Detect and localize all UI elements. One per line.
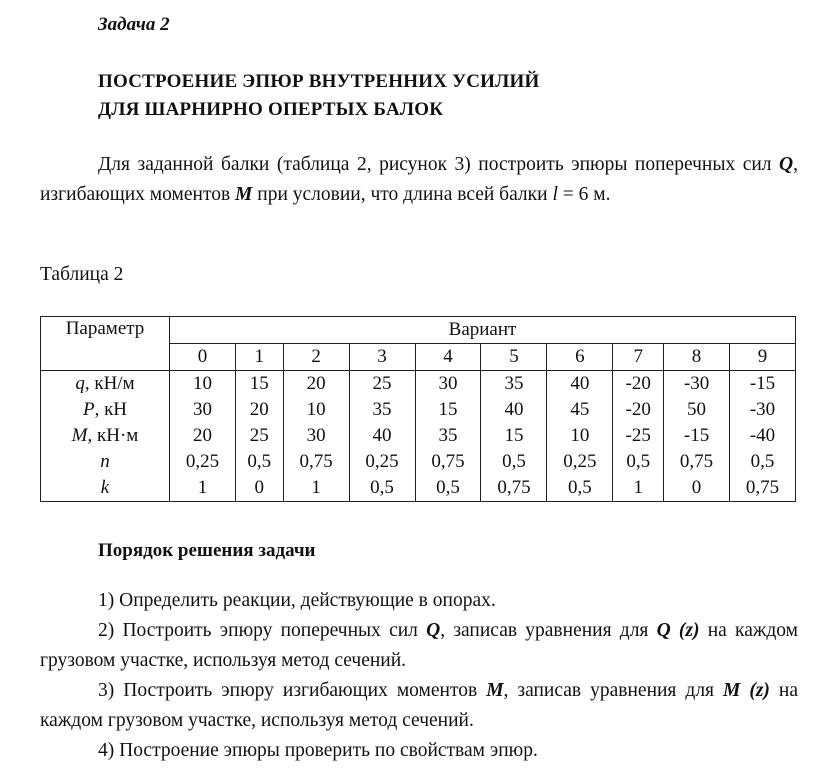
intro-text-2: , изгибающих моментов (40, 154, 798, 205)
table-cell: 25 (349, 371, 415, 398)
step-2-symbol-Qz: Q (z) (656, 620, 700, 641)
step-2 (40, 616, 798, 676)
table-row (41, 397, 796, 423)
symbol-l: l (552, 184, 558, 205)
table-cell: 45 (547, 397, 613, 423)
step-3-symbol-Mz: M (z) (723, 680, 770, 701)
param-column-header: Параметр (41, 317, 170, 371)
steps-list (40, 586, 798, 766)
step-4: 4) Построение эпюры проверить по свойствам эпюр. (98, 740, 538, 761)
row-symbol: M (71, 425, 88, 446)
table-cell: 0,25 (349, 449, 415, 475)
table-cell: 0,75 (481, 475, 547, 502)
row-symbol: P (82, 399, 95, 420)
variant-header-0: 0 (170, 344, 236, 371)
symbol-Q: Q (779, 154, 794, 175)
table-cell: 20 (283, 371, 349, 398)
table-cell: 40 (481, 397, 547, 423)
table-cell: 15 (415, 397, 481, 423)
table-cell: -30 (664, 371, 730, 398)
step-2-text-2: , записав уравнения для (440, 620, 657, 641)
variant-header-4: 4 (415, 344, 481, 371)
symbol-M: M (235, 184, 253, 205)
title-line-1: ПОСТРОЕНИЕ ЭПЮР ВНУТРЕННИХ УСИЛИЙ (98, 71, 540, 92)
table-cell: -25 (613, 423, 664, 449)
row-symbol: n (100, 451, 110, 472)
step-3 (40, 676, 798, 736)
table-cell: 0 (664, 475, 730, 502)
variant-header-3: 3 (349, 344, 415, 371)
row-label (41, 371, 170, 398)
table-cell: 0,75 (730, 475, 796, 502)
table-row (41, 475, 796, 502)
table-cell: 20 (170, 423, 236, 449)
table-cell: -40 (730, 423, 796, 449)
step-3-text-2: , записав уравнения для (503, 680, 724, 701)
variant-header-2: 2 (283, 344, 349, 371)
table-cell: 40 (349, 423, 415, 449)
table-body (41, 371, 796, 502)
intro-text (40, 150, 798, 210)
table-cell: 15 (481, 423, 547, 449)
table-cell: 0,75 (283, 449, 349, 475)
table-row (41, 449, 796, 475)
row-unit: , кН·м (87, 425, 139, 446)
intro-text-4: = 6 м. (557, 184, 611, 205)
variant-header-8: 8 (664, 344, 730, 371)
row-symbol: k (100, 477, 110, 498)
table-cell: 0,5 (730, 449, 796, 475)
table-cell: 25 (235, 423, 283, 449)
variant-header-1: 1 (235, 344, 283, 371)
table-cell: 0,5 (235, 449, 283, 475)
table-cell: -30 (730, 397, 796, 423)
steps-heading: Порядок решения задачи (98, 540, 316, 561)
intro-text-3: при условии, что длина всей балки (252, 184, 553, 205)
table-cell: 15 (235, 371, 283, 398)
intro-text-1: Для заданной балки (таблица 2, рисунок 3) построить эпюры поперечных сил (98, 154, 780, 175)
table-cell: 20 (235, 397, 283, 423)
intro-paragraph (40, 150, 798, 210)
step-3-text-3: на каждом грузовом участке, используя метод сечений. (40, 680, 799, 731)
variant-header-9: 9 (730, 344, 796, 371)
table-cell: 0,75 (415, 449, 481, 475)
table-cell: 30 (283, 423, 349, 449)
table-cell: 30 (415, 371, 481, 398)
table-header-row (41, 317, 796, 344)
variant-header-6: 6 (547, 344, 613, 371)
table-cell: 0,5 (349, 475, 415, 502)
table-cell: 0,5 (481, 449, 547, 475)
variant-column-header: Вариант (170, 317, 796, 344)
table-cell: 50 (664, 397, 730, 423)
variant-header-7: 7 (613, 344, 664, 371)
table-cell: 1 (283, 475, 349, 502)
table-cell: 40 (547, 371, 613, 398)
table-row (41, 371, 796, 398)
title-line-2: ДЛЯ ШАРНИРНО ОПЕРТЫХ БАЛОК (98, 99, 444, 120)
task-label: Задача 2 (98, 14, 170, 35)
row-label (41, 397, 170, 423)
table-cell: 0,25 (170, 449, 236, 475)
table-cell: 35 (481, 371, 547, 398)
table-cell: 30 (170, 397, 236, 423)
row-label (41, 475, 170, 502)
parameters-table (40, 316, 796, 502)
table-cell: 0 (235, 475, 283, 502)
row-label (41, 449, 170, 475)
table-cell: 1 (170, 475, 236, 502)
table-cell: -15 (730, 371, 796, 398)
table-cell: 10 (170, 371, 236, 398)
table-cell: -20 (613, 397, 664, 423)
step-3-text-1: 3) Построить эпюру изгибающих моментов (98, 680, 487, 701)
row-unit: , кН/м (84, 373, 135, 394)
step-1: 1) Определить реакции, действующие в опорах. (98, 590, 496, 611)
row-label (41, 423, 170, 449)
table-cell: 10 (283, 397, 349, 423)
table-cell: 0,75 (664, 449, 730, 475)
table-cell: 1 (613, 475, 664, 502)
table-cell: -20 (613, 371, 664, 398)
table-cell: 0,5 (613, 449, 664, 475)
step-3-symbol-M: M (486, 680, 504, 701)
table-cell: 10 (547, 423, 613, 449)
row-symbol: q (75, 373, 85, 394)
table-caption: Таблица 2 (40, 264, 124, 285)
table-cell: 35 (415, 423, 481, 449)
table-cell: 0,5 (415, 475, 481, 502)
step-2-symbol-Q: Q (426, 620, 441, 641)
table-cell: -15 (664, 423, 730, 449)
row-unit: , кН (94, 399, 128, 420)
table-cell: 35 (349, 397, 415, 423)
table-cell: 0,5 (547, 475, 613, 502)
page-title (98, 68, 539, 124)
variant-header-5: 5 (481, 344, 547, 371)
step-2-text-1: 2) Построить эпюру поперечных сил (98, 620, 427, 641)
table-row (41, 423, 796, 449)
step-2-text-3: на каждом грузовом участке, используя метод сечений. (40, 620, 798, 671)
table-cell: 0,25 (547, 449, 613, 475)
